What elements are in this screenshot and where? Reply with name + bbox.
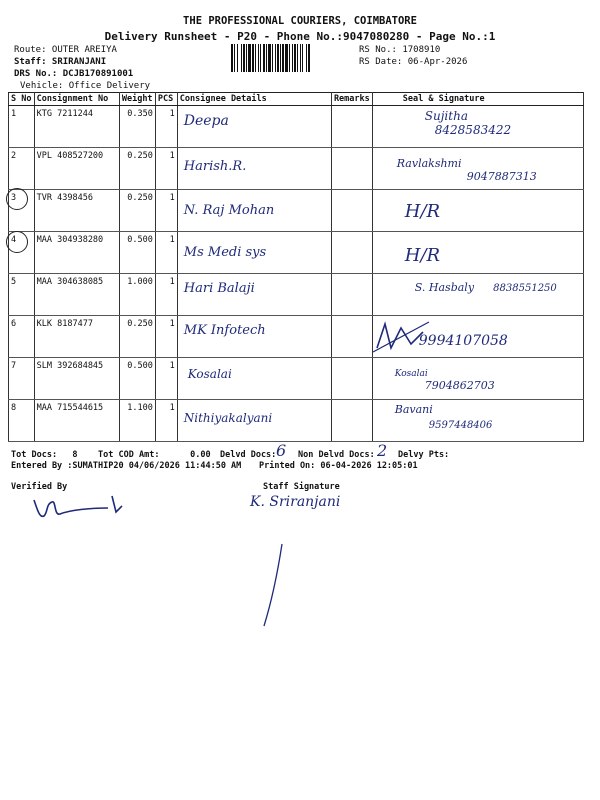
- row-weight: 0.350: [119, 106, 155, 148]
- col-consignment: Consignment No: [34, 93, 119, 106]
- consignee-handwriting: MK Infotech: [183, 323, 266, 338]
- col-sno: S No: [9, 93, 35, 106]
- row-seal: [372, 106, 583, 148]
- delivered-docs: Delvd Docs:: [220, 450, 277, 460]
- col-weight: Weight: [119, 93, 155, 106]
- seal-handwriting: Bavani: [394, 403, 433, 416]
- consignee-handwriting: Harish.R.: [183, 159, 247, 174]
- phone-handwriting: 7904862703: [424, 379, 495, 392]
- vehicle-label: Vehicle: Office Delivery: [20, 81, 151, 91]
- delivery-points: Delvy Pts:: [398, 450, 450, 460]
- staff-label: Staff: SRIRANJANI: [14, 57, 107, 67]
- row-sno: 5: [9, 274, 35, 316]
- seal-handwriting: Ravlakshmi: [396, 157, 462, 170]
- delivered-count-handwriting: 6: [276, 441, 287, 460]
- table-row: [9, 358, 584, 400]
- row-remarks: [331, 400, 372, 442]
- row-remarks: [331, 190, 372, 232]
- phone-handwriting: 9597448406: [428, 420, 493, 431]
- staff-signature-handwriting: K. Sriranjani: [250, 494, 341, 510]
- row-sno: 2: [9, 148, 35, 190]
- phone-handwriting: 8428583422: [434, 123, 512, 137]
- rs-number: RS No.: 1708910: [359, 45, 441, 55]
- col-seal: Seal & Signature: [372, 93, 583, 106]
- row-consignment: MAA 715544615: [34, 400, 119, 442]
- entered-by: Entered By :SUMATHIP20 04/06/2026 11:44:50 AM: [11, 461, 242, 471]
- row-pcs: 1: [155, 232, 177, 274]
- row-pcs: 1: [155, 274, 177, 316]
- consignee-handwriting: Ms Medi sys: [183, 245, 267, 260]
- row-number-circle: [6, 188, 28, 210]
- pen-stroke: [260, 540, 290, 630]
- seal-handwriting: S. Hasbaly: [414, 281, 475, 294]
- row-consignee: [177, 358, 331, 400]
- company-title: THE PROFESSIONAL COURIERS, COIMBATORE: [183, 15, 417, 27]
- row-sno: 7: [9, 358, 35, 400]
- row-pcs: 1: [155, 148, 177, 190]
- totals-line: Tot Docs: 8 Tot COD Amt: 0.00: [11, 450, 211, 460]
- table-row: [9, 190, 584, 232]
- row-pcs: 1: [155, 400, 177, 442]
- row-consignee: [177, 190, 331, 232]
- row-pcs: 1: [155, 316, 177, 358]
- consignee-handwriting: N. Raj Mohan: [183, 203, 275, 218]
- col-remarks: Remarks: [331, 93, 372, 106]
- row-remarks: [331, 106, 372, 148]
- seal-handwriting: Kosalai: [394, 369, 428, 379]
- row-weight: 0.250: [119, 148, 155, 190]
- table-row: [9, 400, 584, 442]
- row-seal: [372, 190, 583, 232]
- row-weight: 0.250: [119, 190, 155, 232]
- row-seal: [372, 274, 583, 316]
- consignee-handwriting: Deepa: [183, 113, 229, 129]
- route-label: Route: OUTER AREIYA: [14, 45, 117, 55]
- scribble-signature: [371, 318, 431, 354]
- row-seal: [372, 148, 583, 190]
- phone-handwriting: 8838551250: [493, 283, 557, 294]
- row-pcs: 1: [155, 358, 177, 400]
- seal-handwriting: Sujitha: [424, 109, 468, 123]
- table-row: [9, 316, 584, 358]
- row-consignment: VPL 408527200: [34, 148, 119, 190]
- row-weight: 0.500: [119, 232, 155, 274]
- row-consignment: KTG 7211244: [34, 106, 119, 148]
- table-row: [9, 232, 584, 274]
- row-remarks: [331, 358, 372, 400]
- row-weight: 0.250: [119, 316, 155, 358]
- verified-signature: [30, 486, 140, 526]
- seal-handwriting: H/R: [404, 245, 441, 266]
- row-consignment: MAA 304938280: [34, 232, 119, 274]
- row-seal: [372, 232, 583, 274]
- drs-label: DRS No.: DCJB170891001: [14, 69, 134, 79]
- row-consignment: TVR 4398456: [34, 190, 119, 232]
- consignee-handwriting: Nithiyakalyani: [183, 411, 273, 425]
- row-consignee: [177, 148, 331, 190]
- row-weight: 0.500: [119, 358, 155, 400]
- runsheet-subtitle: Delivery Runsheet - P20 - Phone No.:9047080280 - Page No.:1: [104, 30, 496, 43]
- table-row: [9, 148, 584, 190]
- runsheet-table: [8, 92, 584, 442]
- row-consignee: [177, 316, 331, 358]
- row-pcs: 1: [155, 106, 177, 148]
- consignee-handwriting: Hari Balaji: [183, 281, 255, 296]
- row-number-circle: [6, 231, 28, 253]
- row-consignment: MAA 304638085: [34, 274, 119, 316]
- staff-signature-label: Staff Signature: [263, 482, 340, 492]
- row-sno: 6: [9, 316, 35, 358]
- row-consignment: KLK 8187477: [34, 316, 119, 358]
- non-delivered-docs: Non Delvd Docs:: [298, 450, 375, 460]
- row-consignee: [177, 274, 331, 316]
- row-consignee: [177, 400, 331, 442]
- row-weight: 1.100: [119, 400, 155, 442]
- consignee-handwriting: Kosalai: [187, 367, 232, 381]
- row-consignee: [177, 106, 331, 148]
- phone-handwriting: 9994107058: [418, 333, 508, 349]
- row-remarks: [331, 316, 372, 358]
- barcode: [231, 44, 355, 72]
- col-consignee: Consignee Details: [177, 93, 331, 106]
- row-sno: 8: [9, 400, 35, 442]
- row-seal: [372, 400, 583, 442]
- seal-handwriting: H/R: [404, 201, 441, 222]
- col-pcs: PCS: [155, 93, 177, 106]
- row-sno: 3: [9, 190, 35, 232]
- row-sno: 4: [9, 232, 35, 274]
- row-seal: [372, 316, 583, 358]
- table-header-row: [9, 93, 584, 106]
- rs-date: RS Date: 06-Apr-2026: [359, 57, 468, 67]
- row-remarks: [331, 148, 372, 190]
- verified-by-label: Verified By: [11, 482, 68, 492]
- phone-handwriting: 9047887313: [466, 170, 537, 183]
- printed-on: Printed On: 06-04-2026 12:05:01: [259, 461, 418, 471]
- row-seal: [372, 358, 583, 400]
- row-sno: 1: [9, 106, 35, 148]
- row-remarks: [331, 274, 372, 316]
- row-pcs: 1: [155, 190, 177, 232]
- non-delivered-count-handwriting: 2: [377, 441, 388, 460]
- table-row: [9, 106, 584, 148]
- row-consignee: [177, 232, 331, 274]
- row-weight: 1.000: [119, 274, 155, 316]
- row-remarks: [331, 232, 372, 274]
- row-consignment: SLM 392684845: [34, 358, 119, 400]
- table-row: [9, 274, 584, 316]
